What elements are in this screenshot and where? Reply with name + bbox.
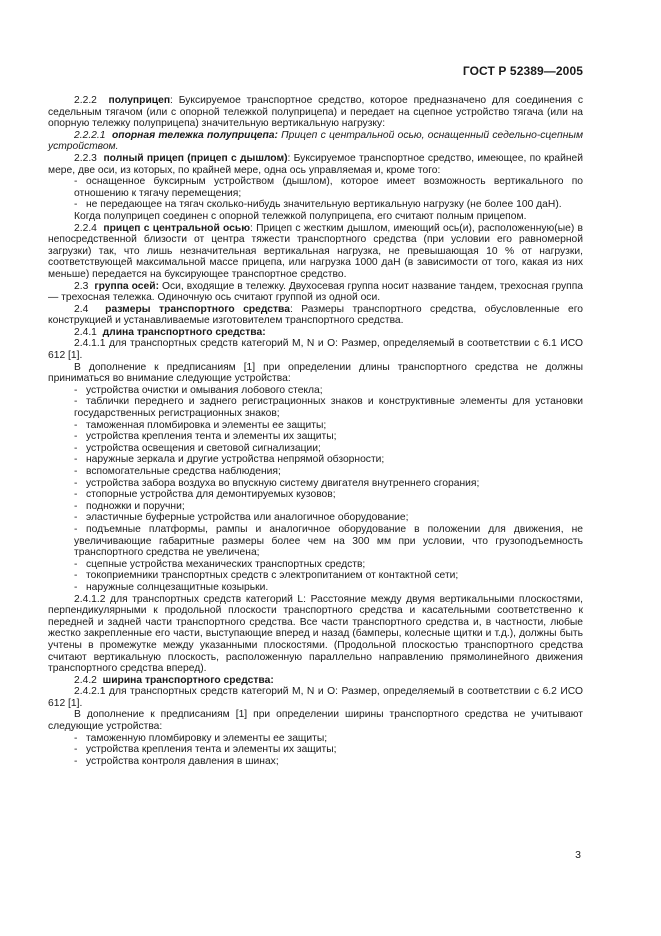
list-item-text: наружные солнцезащитные козырьки. [86, 581, 269, 593]
paragraph-text: Когда полуприцеп соединен с опорной тележкой полуприцепа, его считают полным прицепом. [74, 210, 527, 222]
clause-number: 2.2.3 [74, 152, 97, 164]
paragraph [48, 281, 583, 304]
list-item [48, 744, 583, 756]
paragraph [48, 304, 583, 327]
term: полный прицеп (прицеп с дышлом) [103, 152, 288, 164]
list-item-text: таможенную пломбировку и элементы ее защиты; [86, 732, 328, 744]
list-item [48, 431, 583, 443]
term: опорная тележка полуприцепа: [111, 129, 278, 141]
term: прицеп с центральной осью [103, 222, 251, 234]
clause-number: 2.4 [74, 303, 89, 315]
clause-number: 2.4.2 [74, 674, 97, 686]
list-item-text: устройства крепления тента и элементы их защиты; [86, 431, 337, 443]
list-item-text: наружные зеркала и другие устройства непрямой обзорности; [86, 454, 385, 466]
list-item [48, 733, 583, 745]
list-item [48, 524, 583, 559]
list-bullet: - [74, 199, 78, 211]
paragraph-text: : Буксируемое транспортное средство, имеющее, по крайней мере, две оси, из которых, по крайней мере, одна ось управляемая и, кроме того: [48, 152, 584, 176]
term: длина транспортного средства: [102, 326, 266, 338]
list-item-text: токоприемники транспортных средств с электропитанием от контактной сети; [86, 570, 459, 582]
paragraph-text: : Размеры транспортного средства, обусловленные его конструкцией и устанавливаемые изготовителем транспортного средства. [48, 303, 583, 327]
paragraph-text: В дополнение к предписаниям [1] при определении длины транспортного средства не должны приниматься во внимание следующие устройства: [48, 361, 583, 385]
list-item [48, 489, 583, 501]
clause-number: 2.2.4 [74, 222, 97, 234]
list-item-text: устройства освещения и световой сигнализации; [86, 442, 321, 454]
list-item-text: подножки и поручни; [86, 500, 185, 512]
list-item [48, 199, 583, 211]
list-bullet: - [74, 431, 78, 443]
list-bullet: - [74, 732, 78, 744]
paragraph [48, 327, 583, 339]
paragraph [48, 594, 583, 675]
paragraph [48, 223, 583, 281]
list-item-text: не передающее на тягач сколько-нибудь значительную вертикальную нагрузку (не более 100 даН). [86, 199, 562, 211]
list-bullet: - [74, 570, 78, 582]
list-item-text: сцепные устройства механических транспортных средств; [86, 558, 366, 570]
list-bullet: - [74, 477, 78, 489]
list-bullet: - [74, 558, 78, 570]
paragraph-text: Прицеп с центральной осью, оснащенный седельно-сцепным устройством. [48, 129, 584, 153]
document-header: ГОСТ Р 52389—2005 [462, 64, 583, 78]
list-item-text: вспомогательные средства наблюдения; [86, 466, 281, 477]
clause-number: 2.3 [74, 280, 89, 292]
list-bullet: - [74, 523, 78, 535]
paragraph [48, 362, 583, 385]
list-bullet: - [74, 744, 78, 756]
clause-number: 2.2.2 [74, 95, 97, 106]
list-bullet: - [74, 512, 78, 524]
list-bullet: - [74, 396, 78, 408]
list-item [48, 396, 583, 419]
term: полуприцеп [108, 95, 171, 106]
list-bullet: - [74, 384, 78, 396]
list-item-text: устройства крепления тента и элементы их защиты; [86, 744, 337, 756]
list-bullet: - [74, 489, 78, 501]
term: размеры транспортного средства [105, 303, 290, 315]
paragraph-text: В дополнение к предписаниям [1] при определении ширины транспортного средства не учитывают следующие устройства: [48, 709, 583, 733]
list-item-text: оснащенное буксирным устройством (дышлом), которое имеет возможность вертикального по отношению к тягачу перемещения; [74, 176, 583, 199]
list-item [48, 420, 583, 432]
list-item-text: стопорные устройства для демонтируемых кузовов; [86, 489, 336, 501]
list-item-text: таблички переднего и заднего регистрационных знаков и конструктивные элементы для установки государственных регистрационных знаков; [74, 396, 583, 420]
paragraph [48, 95, 583, 130]
paragraph-text: 2.4.1.2 для транспортных средств категорий L: Расстояние между двумя вертикальными плоскостями, перпендикулярными к продольной плоскости транспортного средства и касательными соответственно к передней и задней части транспортного средства. Все части транспортного средства и, в частности, любые жестко закрепленные его части, выступающие вперед и назад (бамперы, колесные щитки и т.д.), должны быть учтены в промежутке между указанными плоскостями. (Продольной плоскостью транспортного средства считают вертикальную плоскость, расположенную параллельно направлению прямолинейного движения транспортного средства вперед). [48, 593, 583, 675]
list-bullet: - [74, 442, 78, 454]
paragraph [48, 338, 583, 361]
term: ширина транспортного средства: [102, 674, 274, 686]
clause-number: 2.4.1 [74, 326, 97, 338]
list-item [48, 756, 583, 768]
paragraph [48, 153, 583, 176]
list-item [48, 501, 583, 513]
paragraph-text: Оси, входящие в тележку. Двухосевая группа носит название тандем, трехосная группа — трехосная тележка. Одиночную ось считают группой из одной оси. [48, 280, 584, 304]
list-item [48, 176, 583, 199]
list-item-text: подъемные платформы, рампы и аналогичное оборудование в положении для движения, не увеличивающие габаритные размеры более чем на 300 мм при условии, что грузоподъемность транспортного средства не увеличена; [74, 523, 583, 559]
term: группа осей: [94, 280, 160, 292]
list-bullet: - [74, 419, 78, 431]
page-number: 3 [575, 849, 581, 861]
paragraph-text: 2.4.2.1 для транспортных средств категорий M, N и O: Размер, определяемый в соответствии с 6.2 ИСО 612 [1]. [48, 686, 583, 709]
list-item [48, 512, 583, 524]
list-bullet: - [74, 755, 78, 767]
list-item [48, 466, 583, 478]
list-item [48, 385, 583, 397]
paragraph [48, 709, 583, 732]
paragraph [48, 211, 583, 223]
clause-number: 2.2.2.1 [74, 129, 106, 141]
document-body [48, 95, 583, 767]
paragraph [48, 675, 583, 687]
paragraph-text: : Буксируемое транспортное средство, которое предназначено для соединения с седельным тягачом (или с опорной тележкой полуприцепа) и передает на сцепное устройство тягача (или на опорную тележку полуприцепа) значительную вертикальную нагрузку: [48, 95, 583, 130]
list-item-text: устройства забора воздуха во впускную систему двигателя внутреннего сгорания; [86, 477, 480, 489]
list-item [48, 570, 583, 582]
list-item [48, 443, 583, 455]
list-item [48, 582, 583, 594]
list-bullet: - [74, 581, 78, 593]
paragraph [48, 130, 583, 153]
list-item-text: устройства очистки и омывания лобового стекла; [86, 384, 323, 396]
list-bullet: - [74, 176, 78, 188]
list-item [48, 478, 583, 490]
paragraph [48, 686, 583, 709]
paragraph-text: : Прицеп с жестким дышлом, имеющий ось(и), расположенную(ые) в непосредственной близости от центра тяжести транспортного средства (при условии его равномерной загрузки) так, что лишь незначительная вертикальная нагрузка, не превышающая 10 % от нагрузки, соответствующей максимальной массе прицепа, или нагрузка 1000 даН (в зависимости от того, какая из них меньше) передается на буксирующее транспортное средство. [48, 222, 583, 280]
list-bullet: - [74, 500, 78, 512]
list-item-text: эластичные буферные устройства или аналогичное оборудование; [86, 512, 409, 524]
paragraph-text: 2.4.1.1 для транспортных средств категорий M, N и O: Размер, определяемый в соответствии с 6.1 ИСО 612 [1]. [48, 338, 583, 362]
list-item [48, 559, 583, 571]
list-bullet: - [74, 454, 78, 466]
list-item-text: таможенная пломбировка и элементы ее защиты; [86, 419, 327, 431]
list-item-text: устройства контроля давления в шинах; [86, 755, 279, 767]
list-bullet: - [74, 466, 78, 477]
list-item [48, 454, 583, 466]
